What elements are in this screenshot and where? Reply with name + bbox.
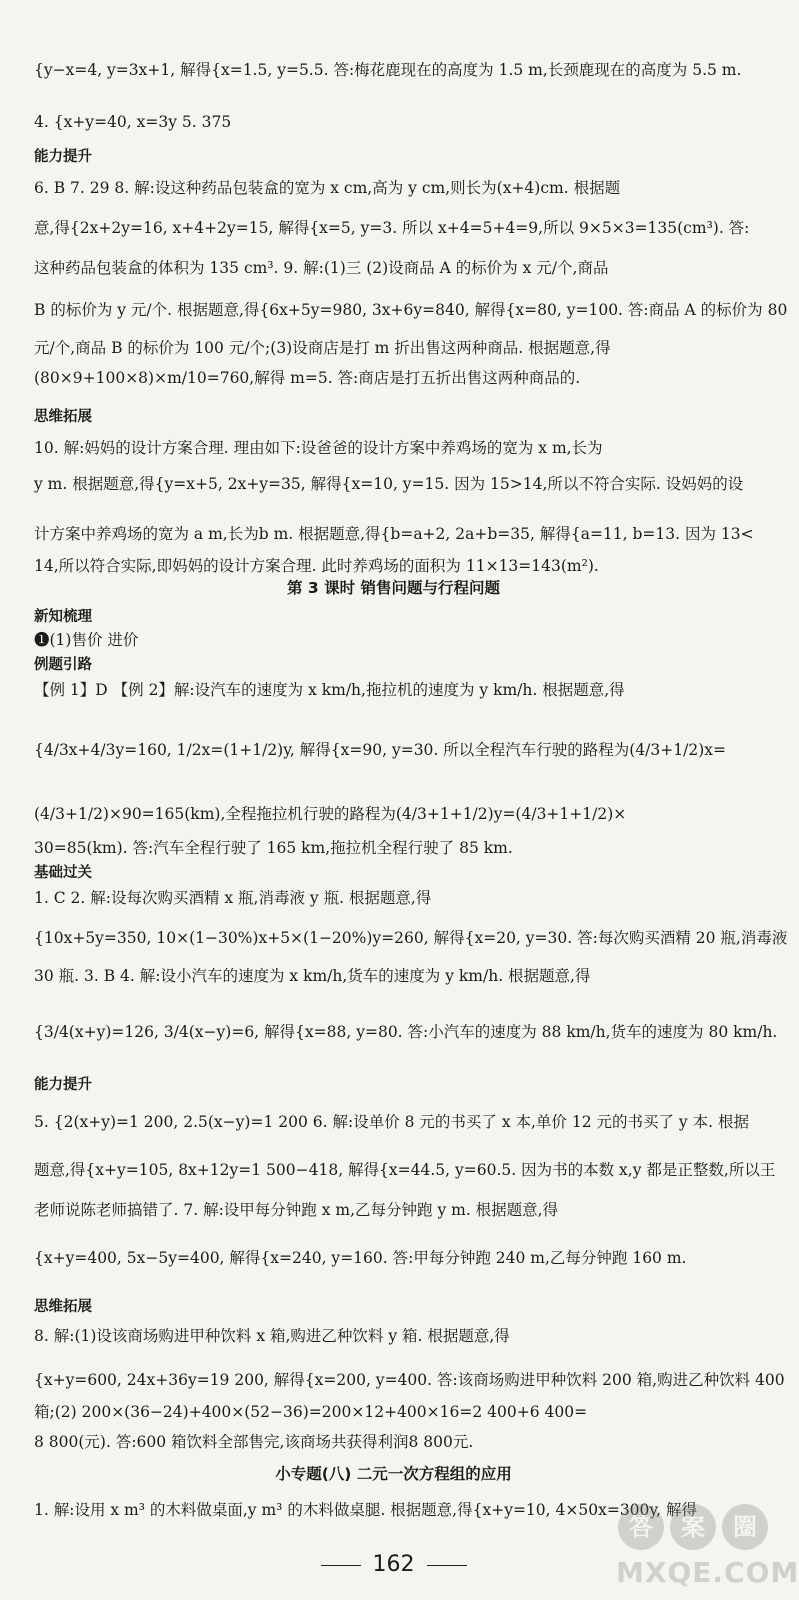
text-line: 5. {2(x+y)=1 200, 2.5(x−y)=1 200 6. 解:设单价 8 元的书买了 x 本,单价 12 元的书买了 y 本. 根据 (34, 1113, 749, 1131)
text-line: 【例 1】D 【例 2】解:设汽车的速度为 x km/h,拖拉机的速度为 y km/h. 根据题意,得 (34, 681, 625, 699)
text-line: {4/3x+4/3y=160, 1/2x=(1+1/2)y, 解得{x=90, y=30. 所以全程汽车行驶的路程为(4/3+1/2)x= (34, 741, 726, 759)
text-line: ❶(1)售价 进价 (34, 631, 139, 649)
text-line: 6. B 7. 29 8. 解:设这种药品包装盒的宽为 x cm,高为 y cm,则长为(x+4)cm. 根据题 (34, 179, 621, 197)
lesson-title: 第 3 课时 销售问题与行程问题 (287, 579, 500, 597)
page-number-rule (321, 1565, 361, 1566)
text-line: 10. 解:妈妈的设计方案合理. 理由如下:设爸爸的设计方案中养鸡场的宽为 x m,长为 (34, 439, 603, 457)
text-line: (4/3+1/2)×90=165(km),全程拖拉机行驶的路程为(4/3+1+1/2)y=(4/3+1+1/2)× (34, 805, 627, 823)
text-line: (80×9+100×8)×m/10=760,解得 m=5. 答:商店是打五折出售这两种商品的. (34, 369, 581, 387)
text-line: {10x+5y=350, 10×(1−30%)x+5×(1−20%)y=260, 解得{x=20, y=30. 答:每次购买酒精 20 瓶,消毒液 (34, 929, 788, 947)
page-number-rule (427, 1565, 467, 1566)
page-number-value: 162 (372, 1552, 415, 1577)
text-line: 题意,得{x+y=105, 8x+12y=1 500−418, 解得{x=44.5, y=60.5. 因为书的本数 x,y 都是正整数,所以王 (34, 1161, 776, 1179)
section-heading: 例题引路 (34, 657, 92, 673)
text-line: 元/个,商品 B 的标价为 100 元/个;(3)设商店是打 m 折出售这两种商品. 根据题意,得 (34, 339, 611, 357)
text-line: 计方案中养鸡场的宽为 a m,长为b m. 根据题意,得{b=a+2, 2a+b=35, 解得{a=11, b=13. 因为 13< (34, 525, 754, 543)
watermark-url: MXQE.COM (616, 1556, 799, 1589)
text-line: 箱;(2) 200×(36−24)+400×(52−36)=200×12+400×16=2 400+6 400= (34, 1403, 588, 1421)
text-line: 8 800(元). 答:600 箱饮料全部售完,该商场共获得利润8 800元. (34, 1433, 474, 1451)
text-line: 8. 解:(1)设该商场购进甲种饮料 x 箱,购进乙种饮料 y 箱. 根据题意,得 (34, 1327, 510, 1345)
section-heading: 新知梳理 (34, 609, 92, 625)
text-line: {y−x=4, y=3x+1, 解得{x=1.5, y=5.5. 答:梅花鹿现在的高度为 1.5 m,长颈鹿现在的高度为 5.5 m. (34, 61, 742, 79)
section-heading: 能力提升 (34, 149, 92, 165)
text-line: 老师说陈老师搞错了. 7. 解:设甲每分钟跑 x m,乙每分钟跑 y m. 根据题意,得 (34, 1201, 559, 1219)
text-line: 1. 解:设用 x m³ 的木料做桌面,y m³ 的木料做桌腿. 根据题意,得{x+y=10, 4×50x=300y, 解得 (34, 1501, 697, 1519)
text-line: {3/4(x+y)=126, 3/4(x−y)=6, 解得{x=88, y=80. 答:小汽车的速度为 88 km/h,货车的速度为 80 km/h. (34, 1023, 778, 1041)
section-heading: 能力提升 (34, 1077, 92, 1093)
text-line: 14,所以符合实际,即妈妈的设计方案合理. 此时养鸡场的面积为 11×13=143(m²). (34, 557, 599, 575)
section-heading: 基础过关 (34, 865, 92, 881)
text-line: {x+y=600, 24x+36y=19 200, 解得{x=200, y=400. 答:该商场购进甲种饮料 200 箱,购进乙种饮料 400 (34, 1371, 785, 1389)
text-line: 1. C 2. 解:设每次购买酒精 x 瓶,消毒液 y 瓶. 根据题意,得 (34, 889, 432, 907)
text-line: 4. {x+y=40, x=3y 5. 375 (34, 113, 232, 131)
text-line: B 的标价为 y 元/个. 根据题意,得{6x+5y=980, 3x+6y=840, 解得{x=80, y=100. 答:商品 A 的标价为 80 (34, 301, 788, 319)
section-heading: 思维拓展 (34, 1299, 92, 1315)
watermark-char: 圈 (722, 1504, 768, 1550)
text-line: 意,得{2x+2y=16, x+4+2y=15, 解得{x=5, y=3. 所以 x+4=5+4=9,所以 9×5×3=135(cm³). 答: (34, 219, 750, 237)
text-line: 30 瓶. 3. B 4. 解:设小汽车的速度为 x km/h,货车的速度为 y km/h. 根据题意,得 (34, 967, 591, 985)
text-line: y m. 根据题意,得{y=x+5, 2x+y=35, 解得{x=10, y=15. 因为 15>14,所以不符合实际. 设妈妈的设 (34, 475, 744, 493)
text-line: {x+y=400, 5x−5y=400, 解得{x=240, y=160. 答:甲每分钟跑 240 m,乙每分钟跑 160 m. (34, 1249, 687, 1267)
watermark-char: 答 (618, 1504, 664, 1550)
page-number (0, 1552, 787, 1578)
topic-title: 小专题(八) 二元一次方程组的应用 (275, 1465, 512, 1483)
section-heading: 思维拓展 (34, 409, 92, 425)
text-line: 30=85(km). 答:汽车全程行驶了 165 km,拖拉机全程行驶了 85 km. (34, 839, 513, 857)
watermark-char: 案 (670, 1504, 716, 1550)
text-line: 这种药品包装盒的体积为 135 cm³. 9. 解:(1)三 (2)设商品 A 的标价为 x 元/个,商品 (34, 259, 609, 277)
